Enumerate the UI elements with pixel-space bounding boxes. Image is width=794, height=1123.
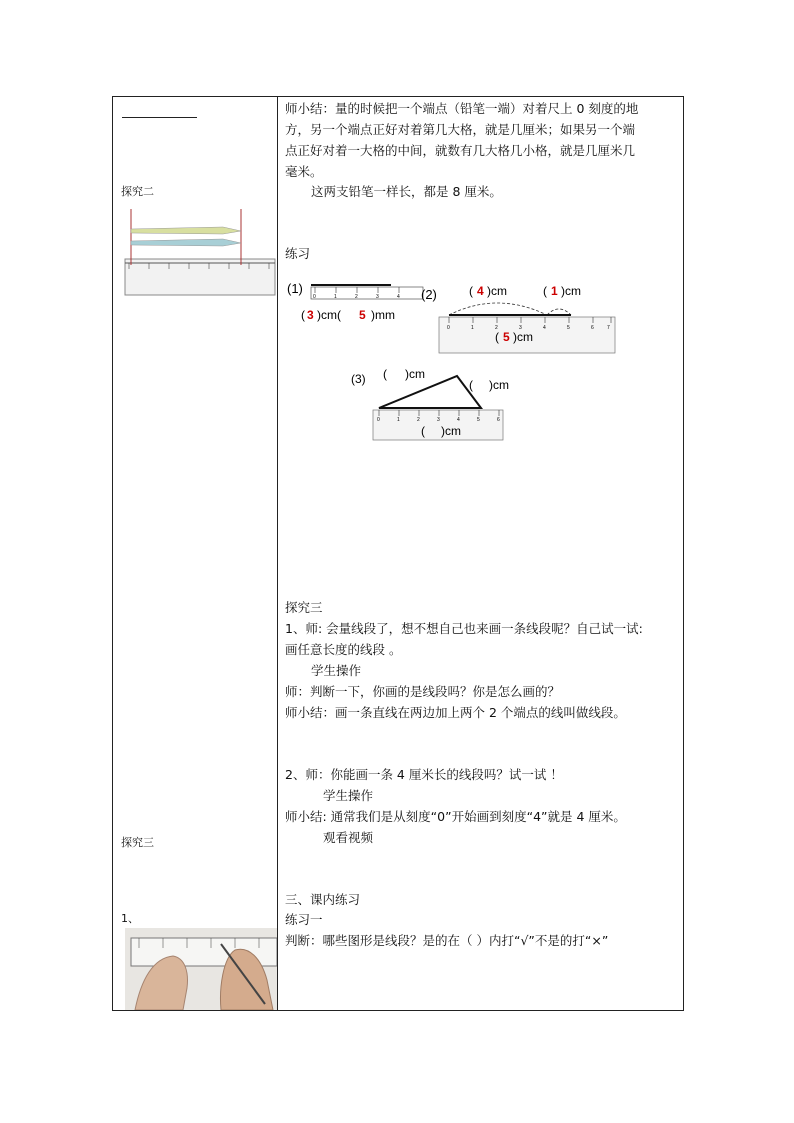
explore3-op1: 学生操作 bbox=[311, 663, 362, 678]
summary1-line1: 师小结：量的时候把一个端点（铅笔一端）对着尺上 0 刻度的地 bbox=[285, 101, 639, 116]
pencils-note: 这两支铅笔一样长，都是 8 厘米。 bbox=[311, 184, 502, 199]
fig2-seg1-unit: )cm bbox=[487, 284, 507, 298]
fig2-total-value: 5 bbox=[503, 330, 510, 344]
pencil-ruler-image bbox=[123, 209, 277, 297]
svg-text:(: ( bbox=[469, 284, 473, 298]
fig2-tick-4: 4 bbox=[543, 325, 546, 331]
fig1-tick-2: 2 bbox=[355, 294, 358, 300]
fig2-seg2-value: 1 bbox=[551, 284, 558, 298]
fig1-tick-0: 0 bbox=[313, 294, 316, 300]
left-item1: 1、 bbox=[121, 912, 139, 925]
fig3-tick-0: 0 bbox=[377, 417, 380, 423]
fig1-tick-4: 4 bbox=[397, 294, 400, 300]
fig2-tick-2: 2 bbox=[495, 325, 498, 331]
fig2-tick-6: 6 bbox=[591, 325, 594, 331]
fig3-tick-6: 6 bbox=[497, 417, 500, 423]
fig2-tick-0: 0 bbox=[447, 325, 450, 331]
blank-line bbox=[122, 117, 197, 118]
summary1-line2: 方，另一个端点正好对着第几大格，就是几厘米；如果另一个端 bbox=[285, 122, 636, 137]
fig3-tick-3: 3 bbox=[437, 417, 440, 423]
fig1-mm-value: 5 bbox=[359, 308, 366, 322]
hand-ruler-photo bbox=[125, 928, 277, 1010]
fig1-label: (1) bbox=[287, 281, 303, 296]
explore3-judge: 师：判断一下，你画的是线段吗？你是怎么画的？ bbox=[285, 684, 561, 699]
column-divider bbox=[277, 97, 278, 1010]
explore3-summary2: 师小结：画一条直线在两边加上两个 2 个端点的线叫做线段。 bbox=[285, 705, 626, 720]
fig3-tick-2: 2 bbox=[417, 417, 420, 423]
fig2-total-unit: )cm bbox=[513, 330, 533, 344]
practice-figure-2 bbox=[421, 277, 617, 357]
lesson-table bbox=[112, 96, 684, 1011]
explore3-q1-line2: 画任意长度的线段 。 bbox=[285, 642, 402, 657]
practice-label: 练习 bbox=[285, 246, 311, 261]
fig2-tick-5: 5 bbox=[567, 325, 570, 331]
fig2-tick-7: 7 bbox=[607, 325, 610, 331]
fig3-unit-c: )cm bbox=[441, 424, 461, 438]
left-explore2: 探究二 bbox=[121, 185, 154, 198]
explore3-q1-line1: 1、师: 会量线段了，想不想自己也来画一条线段呢？自己试一试: bbox=[285, 621, 643, 636]
fig1-mm-unit: )mm bbox=[371, 308, 395, 322]
fig2-label: (2) bbox=[421, 287, 437, 302]
fig3-tick-4: 4 bbox=[457, 417, 460, 423]
explore3-summary3: 师小结: 通常我们是从刻度“0”开始画到刻度“4”就是 4 厘米。 bbox=[285, 809, 626, 824]
fig2-seg2-unit: )cm bbox=[561, 284, 581, 298]
fig3-tick-5: 5 bbox=[477, 417, 480, 423]
fig2-tick-1: 1 bbox=[471, 325, 474, 331]
fig2-seg1-value: 4 bbox=[477, 284, 484, 298]
fig1-cm-value: 3 bbox=[307, 308, 314, 322]
fig1-cm-unit: )cm( bbox=[317, 308, 341, 322]
svg-text:(: ( bbox=[421, 424, 425, 438]
fig3-unit-b: )cm bbox=[489, 378, 509, 392]
explore3-title: 探究三 bbox=[285, 600, 323, 615]
fig3-unit-a: )cm bbox=[405, 367, 425, 381]
explore3-video: 观看视频 bbox=[323, 830, 374, 845]
svg-text:(: ( bbox=[383, 367, 387, 381]
practice-figure-3 bbox=[351, 365, 511, 445]
fig1-tick-1: 1 bbox=[334, 294, 337, 300]
fig2-tick-3: 3 bbox=[519, 325, 522, 331]
fig3-tick-1: 1 bbox=[397, 417, 400, 423]
svg-text:(: ( bbox=[543, 284, 547, 298]
explore3-q2: 2、师：你能画一条 4 厘米长的线段吗？试一试 ！ bbox=[285, 767, 563, 782]
section3-ex1: 练习一 bbox=[285, 912, 323, 927]
summary1-line4: 毫米。 bbox=[285, 164, 323, 179]
section3-title: 三、课内练习 bbox=[285, 892, 361, 907]
explore3-op2: 学生操作 bbox=[323, 788, 374, 803]
svg-text:(: ( bbox=[469, 378, 473, 392]
svg-text:(: ( bbox=[301, 308, 305, 322]
fig1-tick-3: 3 bbox=[376, 294, 379, 300]
section3-judge: 判断：哪些图形是线段？是的在（ ）内打“√”不是的打“×” bbox=[285, 933, 609, 948]
summary1-line3: 点正好对着一大格的中间，就数有几大格几小格，就是几厘米几 bbox=[285, 143, 636, 158]
svg-text:(: ( bbox=[495, 330, 499, 344]
left-explore3: 探究三 bbox=[121, 836, 154, 849]
fig3-label: (3) bbox=[351, 372, 366, 386]
